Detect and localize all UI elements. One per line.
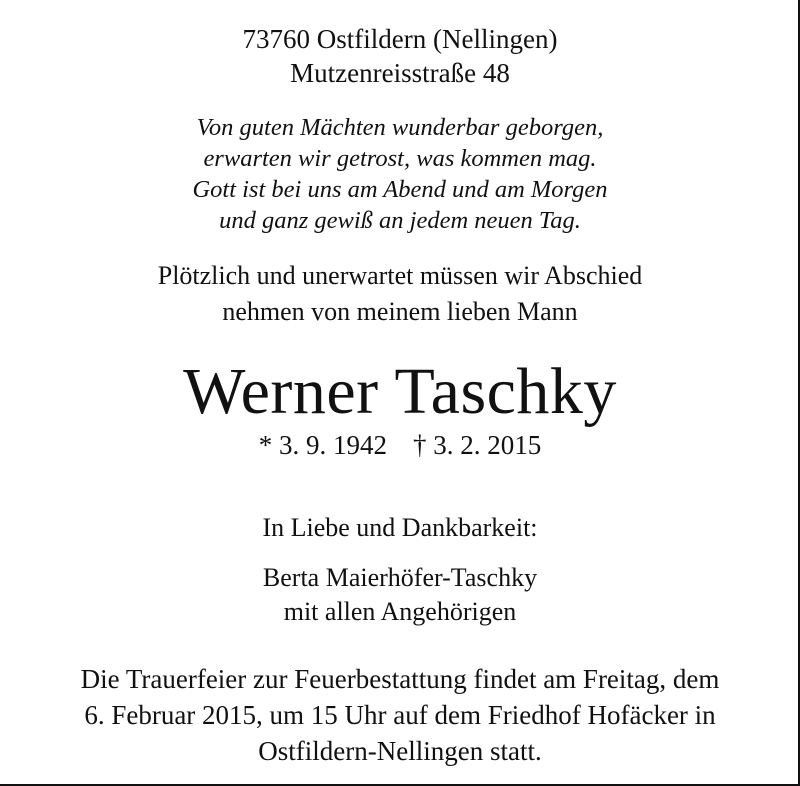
ceremony-block — [0, 661, 800, 769]
deceased-name — [0, 352, 800, 432]
intro-line: Plötzlich und unerwartet müssen wir Abschied — [157, 261, 643, 290]
address-street: Mutzenreisstraße 48 — [290, 58, 510, 88]
poem-block — [0, 112, 800, 236]
poem-line: erwarten wir getrost, was kommen mag. — [203, 145, 597, 172]
intro-line: nehmen von meinem lieben Mann — [222, 297, 578, 326]
poem-line: Gott ist bei uns am Abend und am Morgen — [192, 176, 608, 203]
deceased-name-text: Werner Taschky — [183, 355, 617, 428]
ceremony-line: Die Trauerfeier zur Feuerbestattung findet am Freitag, dem — [80, 664, 720, 694]
poem-line: und ganz gewiß an jedem neuen Tag. — [219, 207, 581, 234]
birth-date: * 3. 9. 1942 — [258, 430, 387, 460]
signer-relatives: mit allen Angehörigen — [283, 597, 517, 626]
thanks-line — [0, 511, 800, 545]
signers-block — [0, 561, 800, 629]
poem-line: Von guten Mächten wunderbar geborgen, — [196, 114, 604, 141]
death-date: † 3. 2. 2015 — [413, 430, 542, 460]
ceremony-line: 6. Februar 2015, um 15 Uhr auf dem Friedhof Hofäcker in — [84, 700, 716, 730]
intro-block — [0, 258, 800, 330]
signer-name: Berta Maierhöfer-Taschky — [262, 563, 538, 592]
thanks-text: In Liebe und Dankbarkeit: — [262, 513, 538, 542]
ceremony-line: Ostfildern-Nellingen statt. — [258, 736, 542, 766]
life-dates — [0, 428, 800, 462]
address-block — [0, 22, 800, 90]
address-city: 73760 Ostfildern (Nellingen) — [242, 24, 558, 54]
